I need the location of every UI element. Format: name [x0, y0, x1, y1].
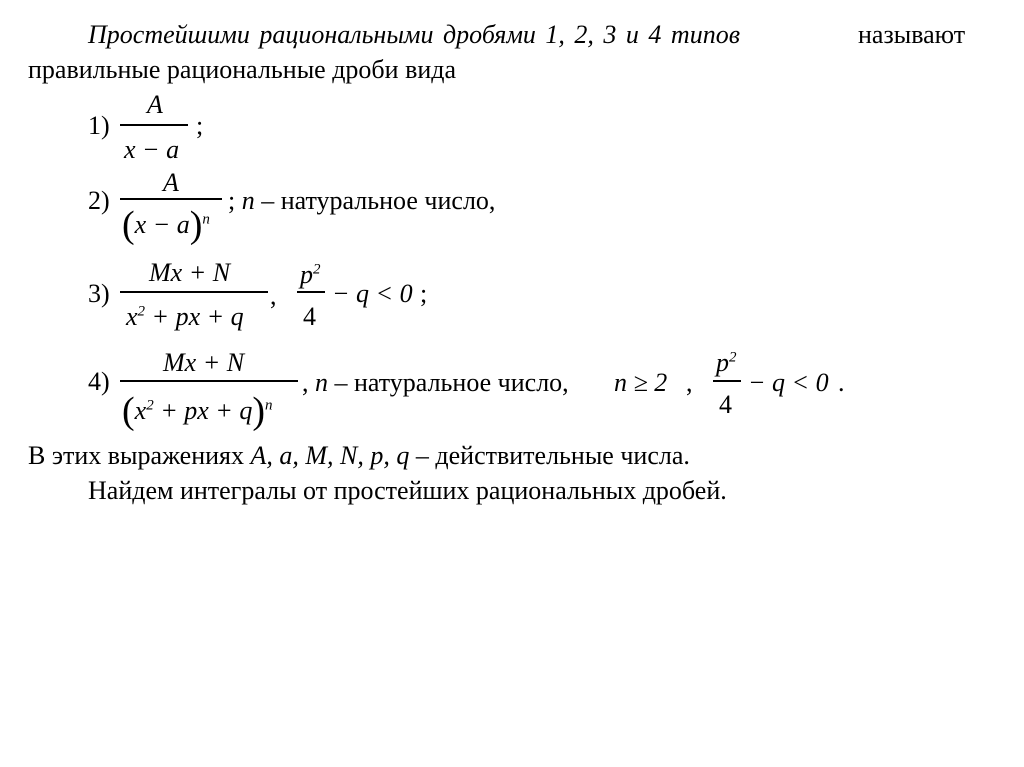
comma: , [302, 368, 315, 397]
denominator: $(x - a)^n$ [122, 204, 210, 246]
square: 2 [313, 261, 321, 278]
item-text [228, 188, 495, 214]
power: n [265, 397, 273, 414]
p [300, 262, 321, 288]
denominator-text: x − a [134, 210, 190, 239]
comma: , [270, 281, 277, 310]
x: x [126, 302, 138, 331]
denominator: x − a [124, 135, 180, 164]
item-number: 1) [88, 111, 110, 140]
text: – действительные числа. [409, 441, 690, 470]
p-var: p [300, 260, 313, 289]
after: – натуральное число, [254, 186, 496, 215]
numerator: Mx + N [149, 258, 231, 287]
denominator: ($x^2$ + px + q)$^n$ [122, 390, 273, 432]
numerator: Mx + N [163, 348, 245, 377]
fraction-bar [297, 291, 325, 293]
fraction-bar [120, 380, 298, 382]
n-condition: n ≥ 2 [614, 368, 668, 397]
condition: − q < 0 [332, 279, 413, 308]
square: 2 [137, 303, 146, 320]
intro-rest: называют [858, 20, 966, 49]
comma: , [686, 368, 693, 397]
intro-line-2: правильные рациональные дроби вида [28, 55, 457, 84]
item-number: 3) [88, 279, 110, 308]
footer-line-2: Найдем интегралы от простейших рациональных дробей. [88, 476, 727, 505]
vars: A, a, M, N, p, q [250, 441, 410, 470]
square: 2 [729, 349, 737, 366]
numerator: A [163, 168, 179, 197]
square: 2 [146, 397, 154, 414]
period: . [838, 368, 845, 397]
rest: + px + q [153, 396, 253, 425]
var: n [241, 186, 255, 215]
denominator [126, 304, 244, 330]
semicolon: ; [420, 279, 428, 308]
four: 4 [303, 302, 316, 331]
x: x [134, 396, 147, 425]
numerator: A [147, 90, 163, 119]
fraction-bar [120, 291, 268, 293]
p [716, 350, 737, 376]
semicolon: ; [196, 111, 204, 140]
fraction-bar [120, 198, 222, 200]
intro-italic: Простейшими рациональными дробями 1, 2, 3 и 4 типов [88, 20, 740, 49]
p-var: p [716, 348, 729, 377]
footer-line-1 [28, 443, 690, 469]
rest: + px + q [145, 302, 244, 331]
item-number: 2) [88, 186, 110, 215]
sep: ; [228, 186, 242, 215]
var: n [315, 368, 328, 397]
condition: − q < 0 [748, 368, 829, 397]
fraction-bar [120, 124, 188, 126]
after: – натуральное число, [328, 368, 569, 397]
item-text [302, 370, 569, 396]
four: 4 [719, 390, 732, 419]
item-number: 4) [88, 367, 110, 396]
text: В этих выражениях [28, 441, 251, 470]
power: n [202, 211, 210, 228]
fraction-bar [713, 380, 741, 382]
